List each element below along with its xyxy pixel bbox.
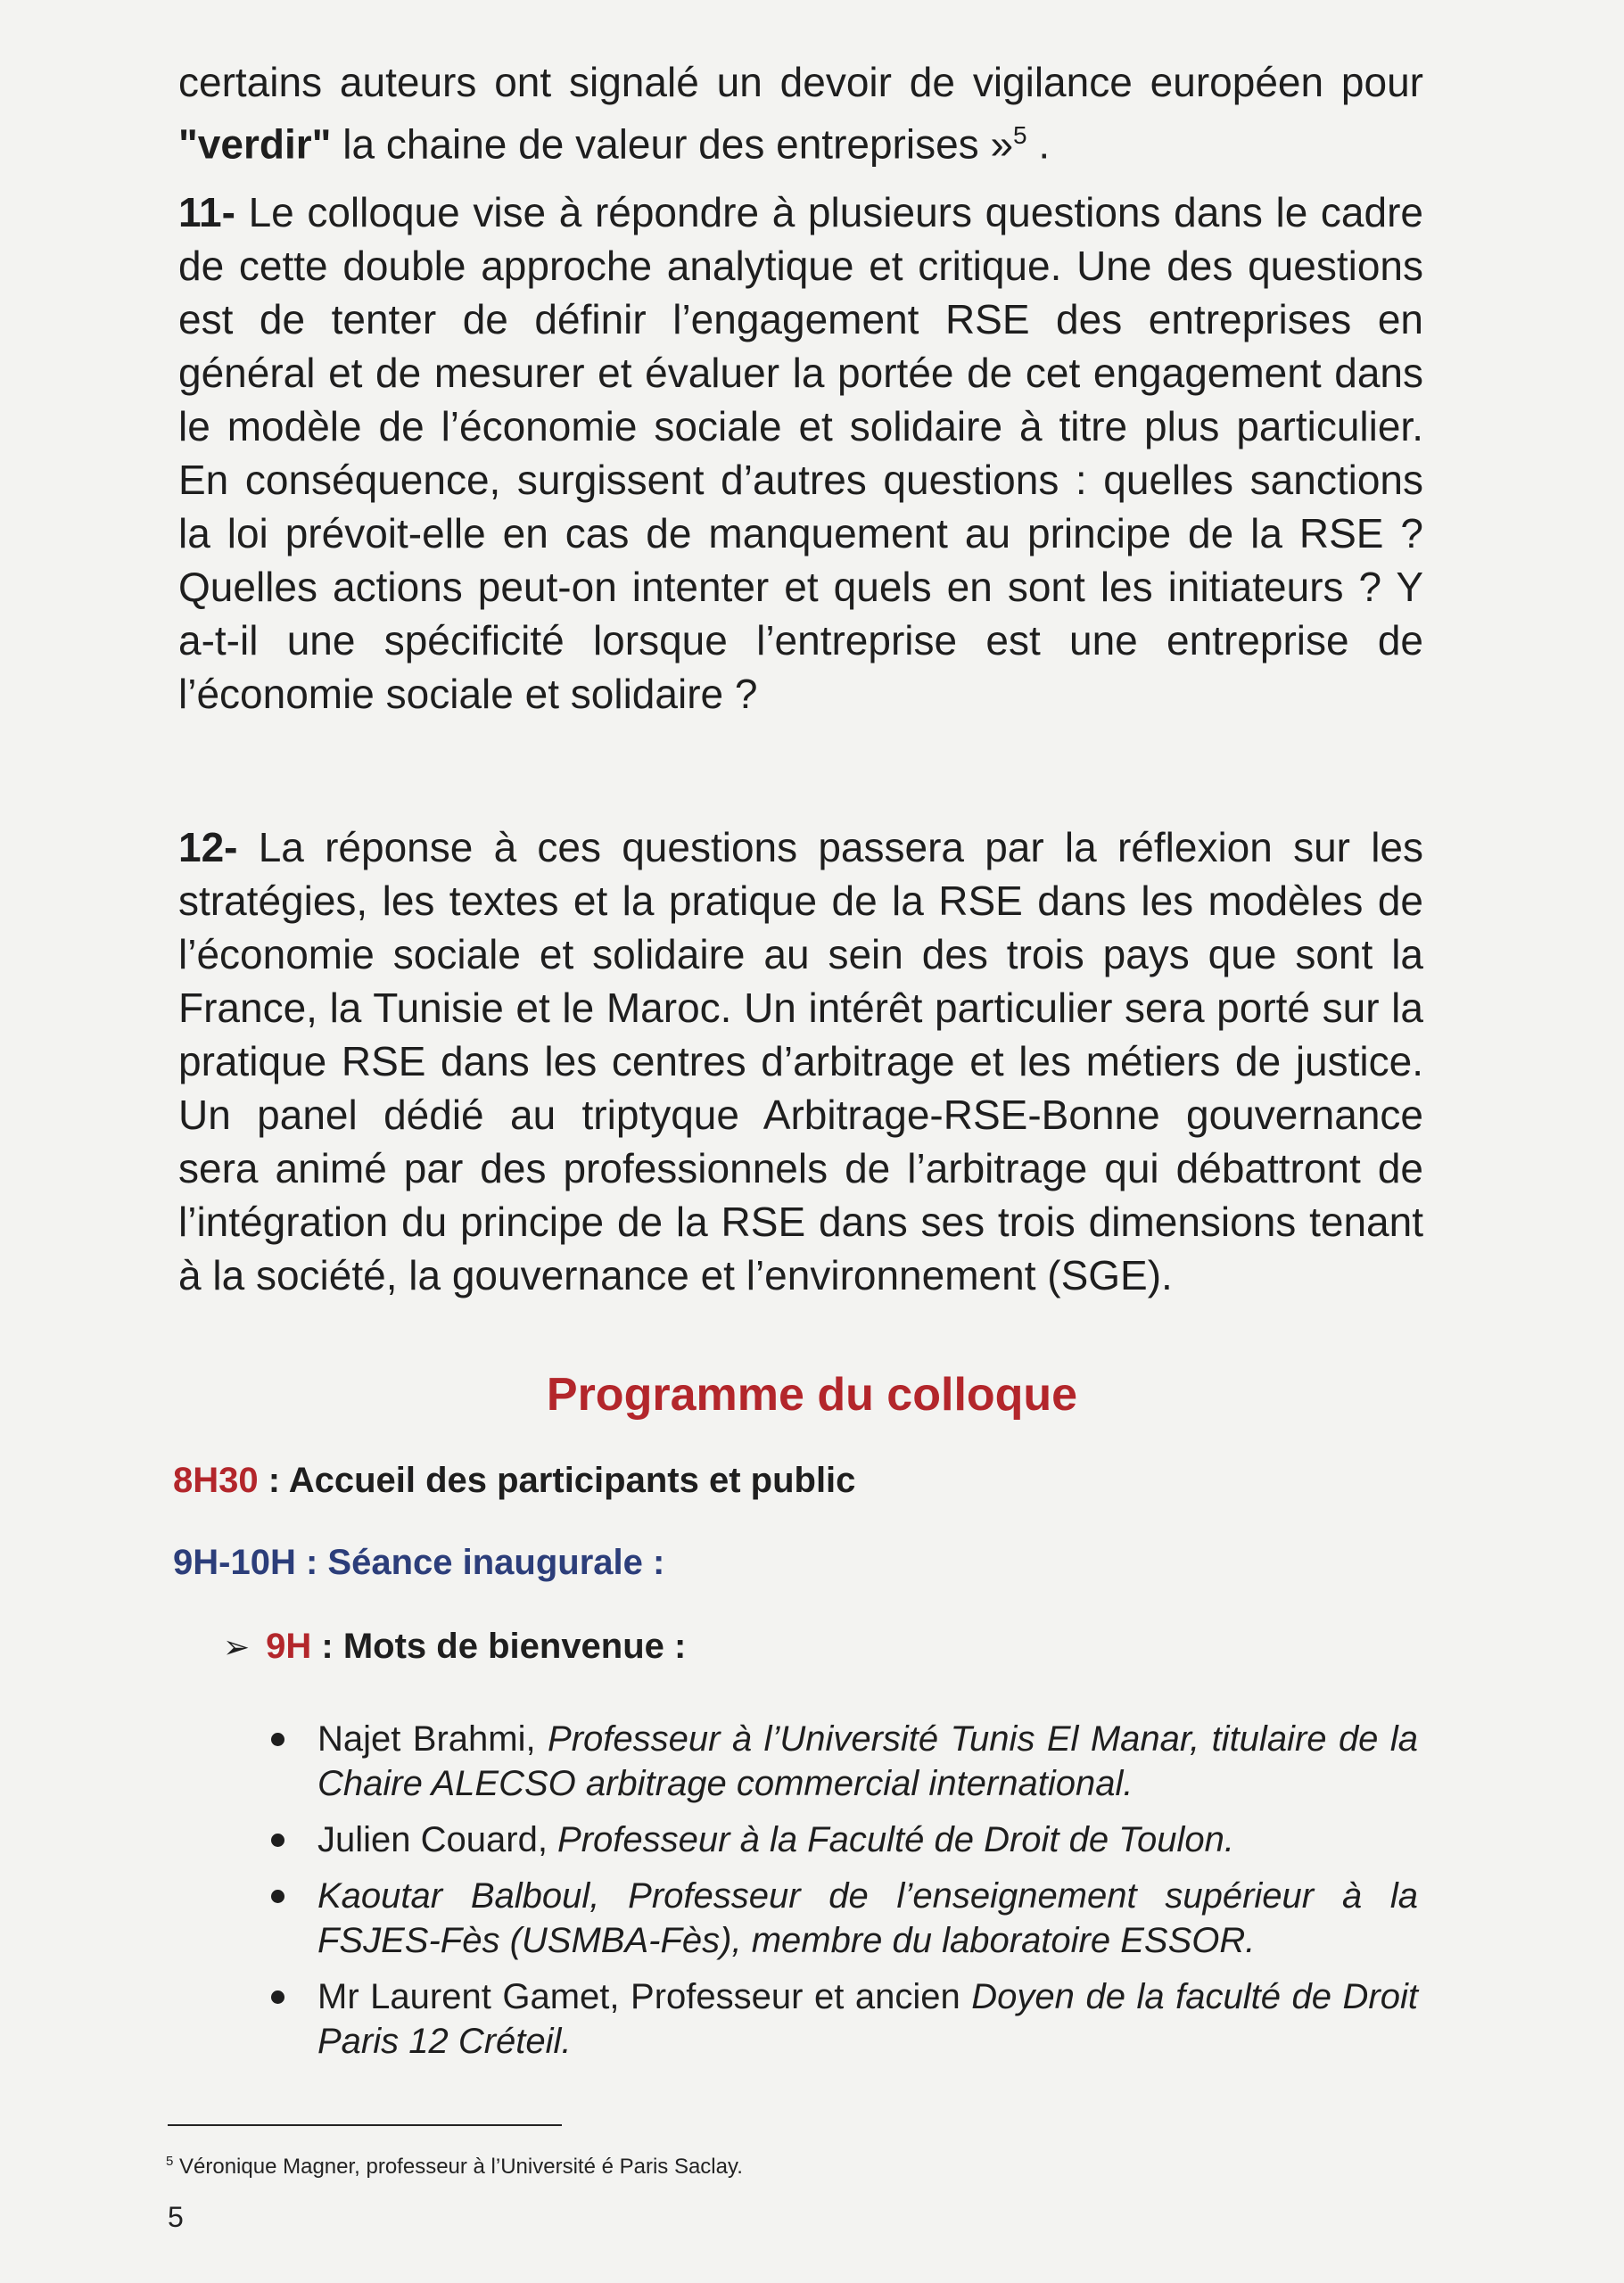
paragraph-12 (178, 820, 1423, 1302)
bullet-icon (271, 1890, 284, 1903)
arrow-bullet-icon: ➢ (223, 1628, 251, 1665)
schedule-label: : Accueil des participants et public (258, 1461, 856, 1500)
speaker-role: Doyen de la faculté de Droit Paris 12 Créteil. (317, 1977, 1418, 2061)
schedule-time: 9H (266, 1627, 312, 1666)
continuation-period: . (1026, 120, 1051, 168)
speaker-list (268, 1717, 1418, 2075)
list-item (268, 1874, 1418, 1963)
schedule-item-inaugural (173, 1539, 664, 1586)
continuation-bold-word: "verdir" (178, 120, 332, 168)
schedule-time: 8H30 (173, 1461, 259, 1500)
footnote-reference[interactable]: 5 (1013, 121, 1027, 149)
speaker-role: Professeur à la Faculté de Droit de Toulon. (557, 1820, 1234, 1859)
speaker-name: Mr Laurent Gamet, Professeur et ancien (317, 1977, 972, 2016)
bullet-icon (271, 1834, 284, 1847)
schedule-label: : Séance inaugurale : (295, 1543, 665, 1582)
paragraph-11-text: Le colloque vise à répondre à plusieurs questions dans le cadre de cette double approche analytique et critique. Une des questions est de tenter de définir l’engagement RSE des entreprises en général et de mesurer et évaluer la portée de cet engagement dans le modèle de l’économie sociale et solidaire à titre plus particulier. En conséquence, surgissent d’autres questions : quelles sanctions la loi prévoit-elle en cas de manquement au principe de la RSE ? Quelles actions peut-on intenter et quels en sont les initiateurs ? Y a-t-il une spécificité lorsque l’entreprise est une entreprise de l’économie sociale et solidaire ? (178, 189, 1423, 717)
schedule-time: 9H-10H (173, 1543, 296, 1582)
continuation-text-start: certains auteurs ont signalé un devoir de vigilance européen pour (178, 59, 1423, 105)
speaker-role: Professeur à l’Université Tunis El Manar, titulaire de la Chaire ALECSO arbitrage commercial international. (317, 1719, 1418, 1803)
footnote-number: 5 (166, 2154, 174, 2169)
bullet-icon (271, 1990, 284, 2004)
paragraph-12-number: 12- (178, 824, 238, 870)
schedule-item-welcome (173, 1457, 855, 1504)
list-item (268, 1974, 1418, 2064)
speaker-name: Julien Couard, (317, 1820, 558, 1859)
paragraph-11-number: 11- (178, 189, 235, 235)
footnote-divider (168, 2124, 562, 2126)
speaker-role: Kaoutar Balboul, Professeur de l’enseignement supérieur à la FSJES-Fès (USMBA-Fès), membre du laboratoire ESSOR. (317, 1876, 1418, 1960)
page-number: 5 (168, 2201, 184, 2233)
footnote (166, 2147, 743, 2181)
speaker-name: Najet Brahmi, (317, 1719, 548, 1759)
programme-title: Programme du colloque (546, 1369, 1078, 1421)
list-item (268, 1717, 1418, 1806)
paragraph-continuation (178, 55, 1423, 170)
footnote-text: Véronique Magner, professeur à l’Université é Paris Saclay. (173, 2155, 743, 2179)
paragraph-12-text: La réponse à ces questions passera par la réflexion sur les stratégies, les textes et la pratique de la RSE dans les modèles de l’économie sociale et solidaire au sein des trois pays que sont la France, la Tunisie et le Maroc. Un intérêt particulier sera porté sur la pratique RSE dans les centres d’arbitrage et les métiers de justice. Un panel dédié au triptyque Arbitrage-RSE-Bonne gouvernance sera animé par des professionnels de l’arbitrage qui débattront de l’intégration du principe de la RSE dans ses trois dimensions tenant à la société, la gouvernance et l’environnement (SGE). (178, 824, 1423, 1298)
bullet-icon (271, 1733, 284, 1746)
continuation-text-end: la chaine de valeur des entreprises » (331, 120, 1014, 168)
schedule-subitem-opening-words (223, 1623, 686, 1670)
paragraph-11 (178, 185, 1423, 721)
list-item (268, 1817, 1418, 1862)
schedule-label: : Mots de bienvenue : (311, 1627, 687, 1666)
